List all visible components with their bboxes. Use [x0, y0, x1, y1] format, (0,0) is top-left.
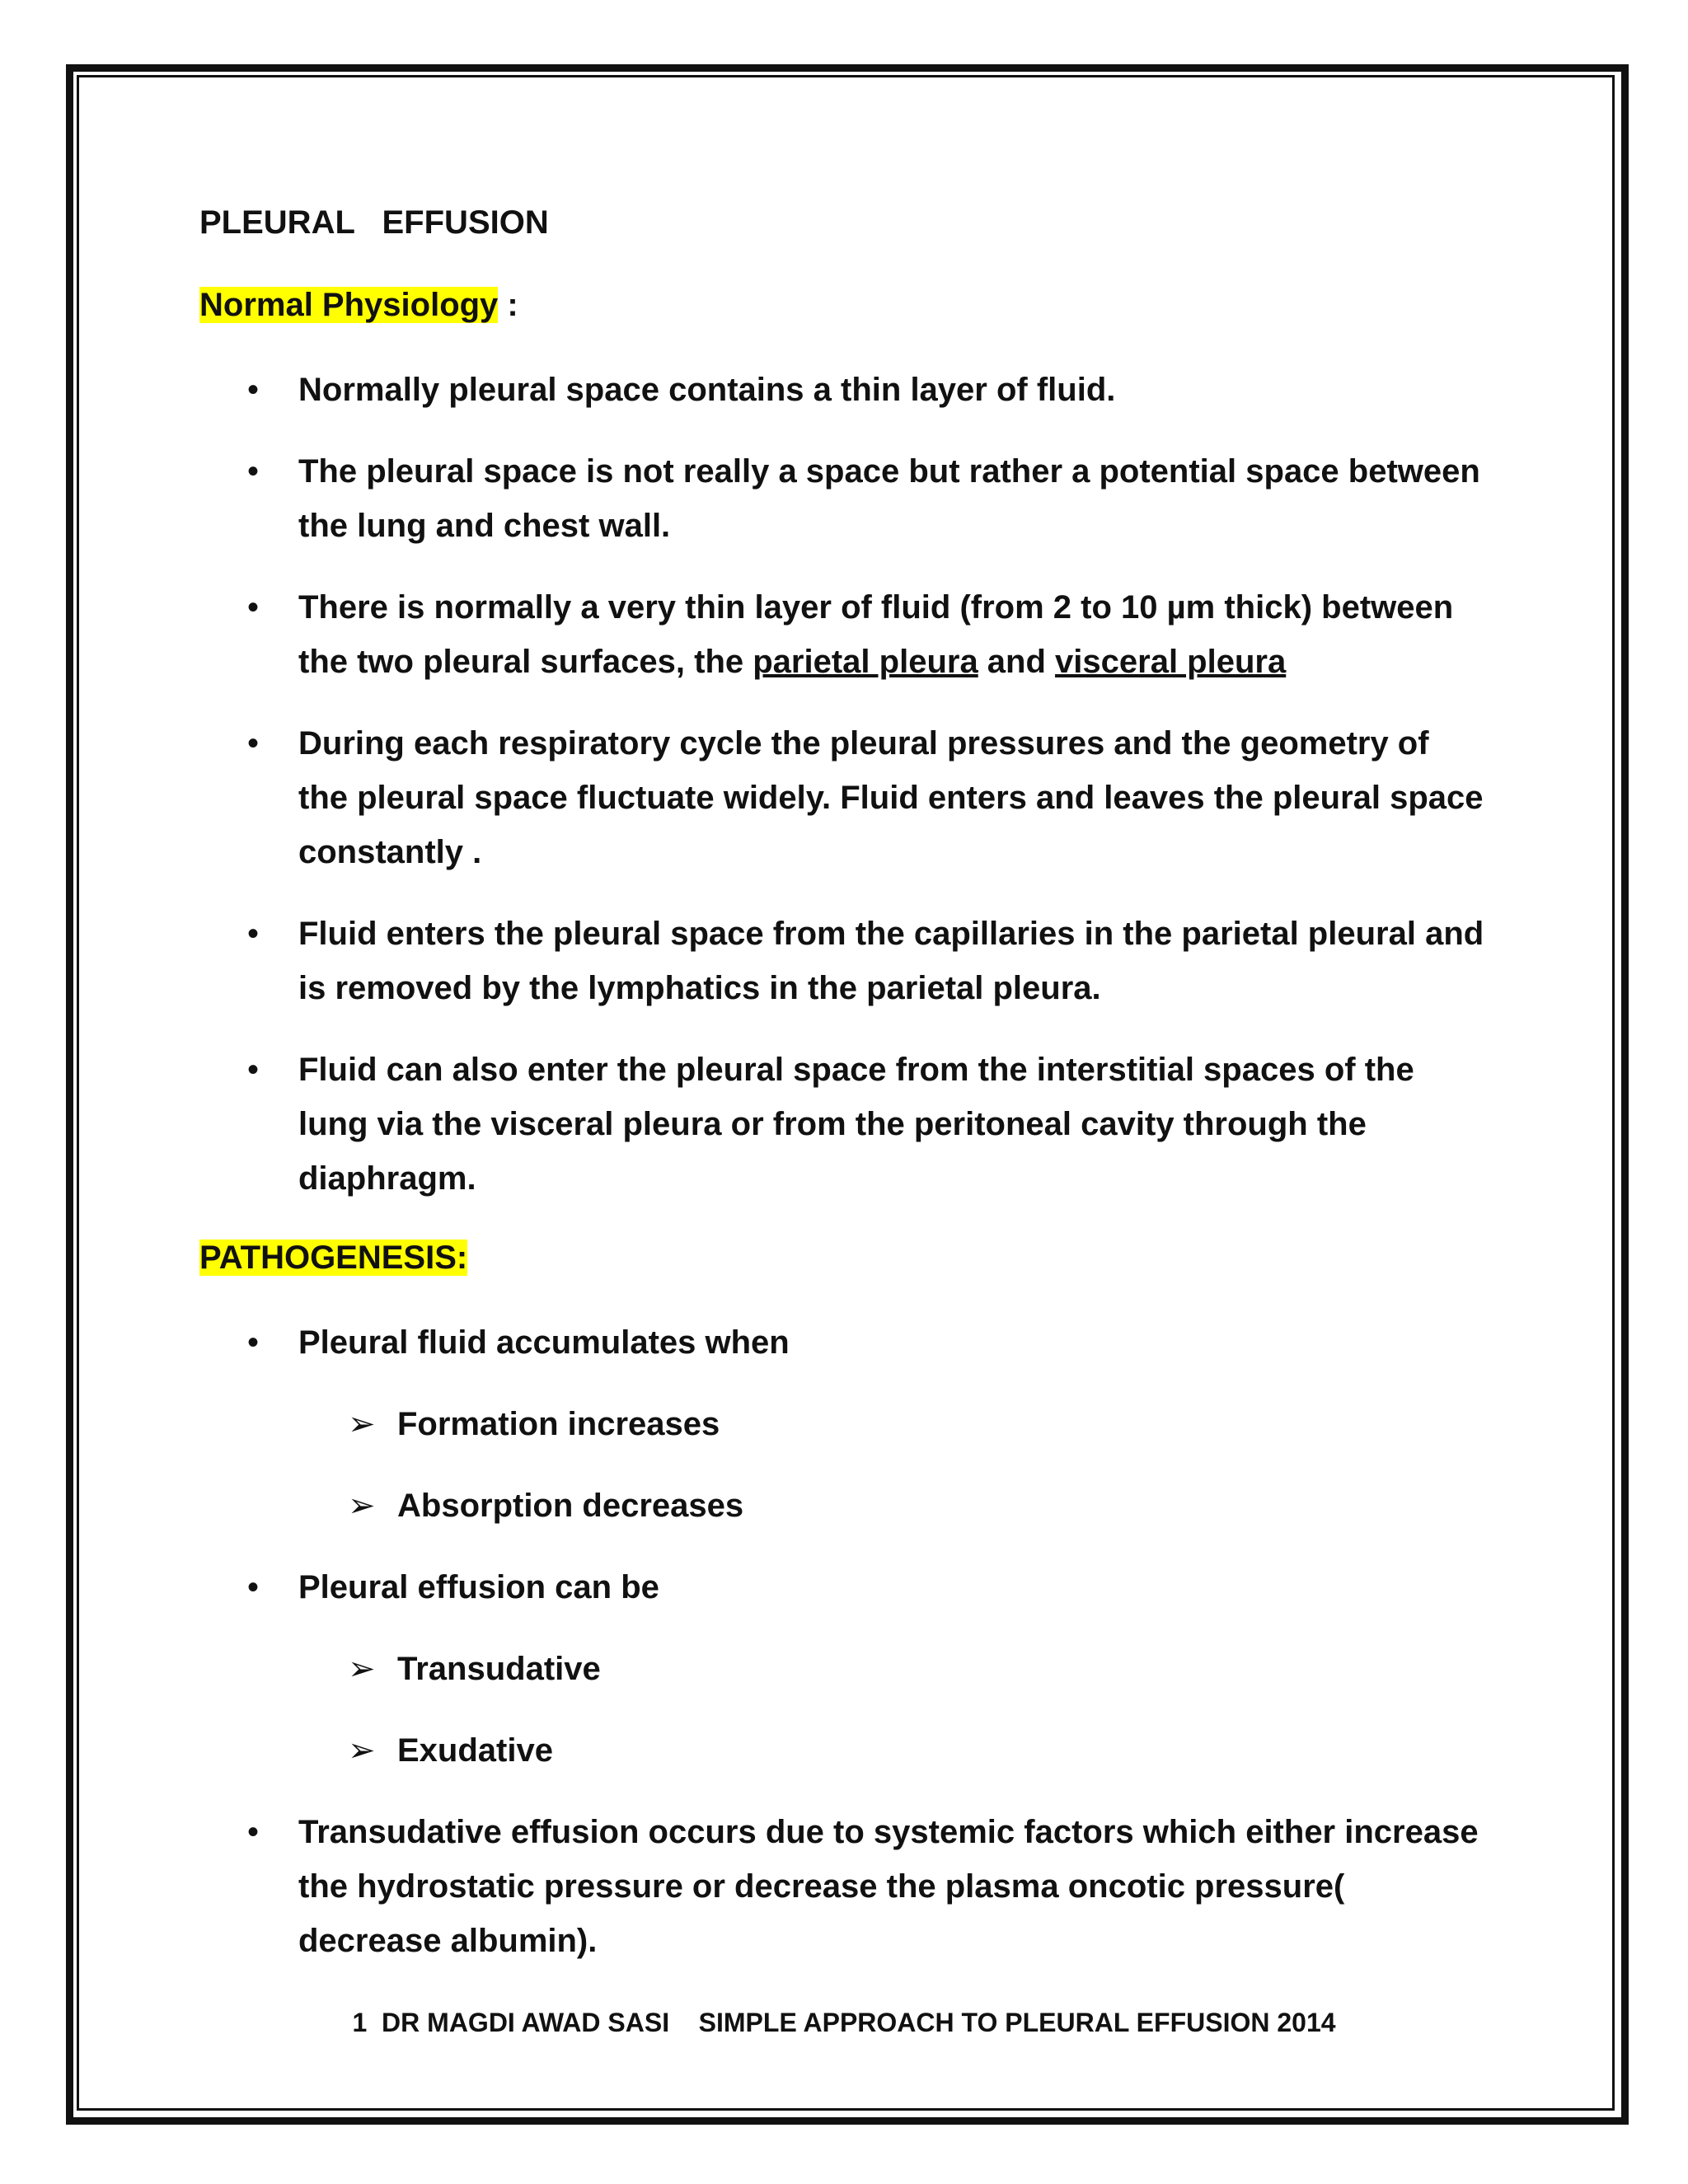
physiology-bullet-list: [199, 363, 1485, 1206]
heading-highlight: Normal Physiology: [199, 287, 499, 323]
parietal-pleura-term: parietal pleura: [753, 644, 978, 680]
arrow-icon: ➢: [348, 1651, 376, 1687]
bullet-text-middle: and: [978, 644, 1056, 680]
bullet-text: Fluid can also enter the pleural space from the interstitial spaces of the lung via the visceral pleura or from the peritoneal cavity through the diaphragm.: [298, 1052, 1414, 1197]
arrow-icon: ➢: [348, 1732, 376, 1769]
list-item: [199, 1560, 1485, 1778]
sub-item-text: Exudative: [397, 1732, 553, 1769]
document-content: [199, 198, 1485, 1995]
arrow-icon: ➢: [348, 1406, 376, 1442]
section-heading-normal-physiology: [199, 280, 1485, 330]
list-item: [199, 1805, 1485, 1968]
bullet-icon: •: [247, 372, 260, 408]
bullet-text: During each respiratory cycle the pleural pressures and the geometry of the pleural space fluctuate widely. Fluid enters and leaves the pleural space constantly .: [298, 725, 1484, 870]
bullet-icon: •: [247, 1814, 260, 1850]
list-item: [199, 1315, 1485, 1533]
sub-list-item: [298, 1397, 1485, 1451]
page-footer: 1 DR MAGDI AWAD SASI SIMPLE APPROACH TO PLEURAL EFFUSION 2014: [352, 2008, 1336, 2037]
sub-list-item: [298, 1479, 1485, 1533]
list-item: [199, 716, 1485, 879]
bullet-text: Pleural fluid accumulates when: [298, 1324, 790, 1361]
sub-item-text: Transudative: [397, 1651, 601, 1687]
bullet-text: There is normally a very thin layer of fluid (from 2 to 10 µm thick) between the two pleural surfaces, the: [298, 589, 1454, 680]
list-item: [199, 907, 1485, 1015]
list-item: [199, 1043, 1485, 1206]
arrow-icon: ➢: [348, 1488, 376, 1524]
bullet-icon: •: [247, 453, 260, 490]
list-item: [199, 363, 1485, 417]
heading-suffix: :: [498, 287, 518, 323]
bullet-icon: •: [247, 1052, 260, 1088]
bullet-icon: •: [247, 1569, 260, 1605]
bullet-text: Normally pleural space contains a thin layer of fluid.: [298, 372, 1116, 408]
sub-list: [298, 1397, 1485, 1533]
section-heading-pathogenesis: [199, 1233, 1485, 1282]
bullet-text: Pleural effusion can be: [298, 1569, 659, 1605]
bullet-icon: •: [247, 589, 260, 626]
sub-item-text: Formation increases: [397, 1406, 720, 1442]
bullet-icon: •: [247, 1324, 260, 1361]
bullet-icon: •: [247, 725, 260, 762]
bullet-text: Transudative effusion occurs due to systemic factors which either increase the hydrostatic pressure or decrease the plasma oncotic pressure( decrease albumin).: [298, 1814, 1479, 1959]
bullet-text: The pleural space is not really a space but rather a potential space between the lung and chest wall.: [298, 453, 1480, 544]
visceral-pleura-term: visceral pleura: [1055, 644, 1287, 680]
sub-list-item: [298, 1723, 1485, 1778]
heading-highlight: PATHOGENESIS:: [199, 1240, 468, 1276]
list-item: [199, 444, 1485, 553]
document-title: PLEURAL EFFUSION: [199, 204, 549, 241]
pathogenesis-bullet-list: [199, 1315, 1485, 1968]
list-item: [199, 580, 1485, 689]
sub-list-item: [298, 1642, 1485, 1696]
bullet-icon: •: [247, 916, 260, 952]
sub-list: [298, 1642, 1485, 1778]
bullet-text: Fluid enters the pleural space from the capillaries in the parietal pleural and is removed by the lymphatics in the parietal pleura.: [298, 916, 1484, 1006]
sub-item-text: Absorption decreases: [397, 1488, 744, 1524]
